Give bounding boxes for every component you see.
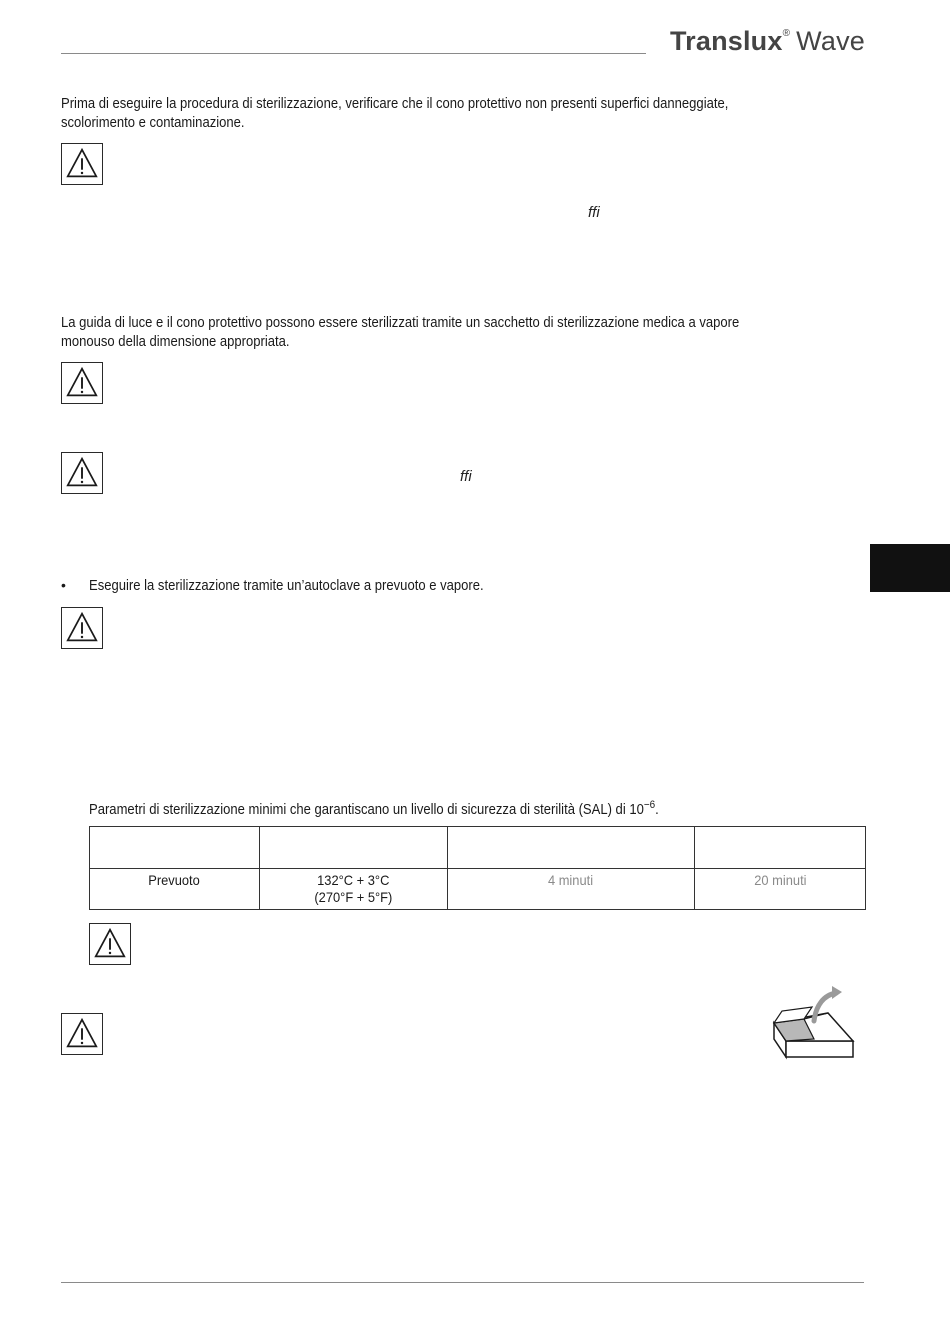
- temperature-fahrenheit: (270°F + 5°F): [314, 889, 393, 905]
- table-cell-exposure: [448, 869, 695, 910]
- table-cell-cycle: [90, 869, 260, 910]
- header-rule: [61, 53, 646, 54]
- table-header-cell: [695, 827, 866, 869]
- table-cell-drying: [695, 869, 866, 910]
- params-intro-end: .: [655, 801, 659, 818]
- table-cell-temperature: [260, 869, 448, 910]
- paragraph-bag-line2: monouso della dimensione appropriata.: [61, 334, 290, 350]
- open-package-icon: [766, 985, 858, 1063]
- params-intro: [89, 796, 659, 820]
- paragraph-bag-line1: La guida di luce e il cono protettivo possono essere sterilizzati tramite un sacchetto di sterilizzazione medica a vapore: [61, 315, 740, 331]
- drying-time: 20 minuti: [753, 872, 807, 888]
- brand-product: Wave: [796, 26, 865, 56]
- bullet-symbol: •: [61, 577, 66, 593]
- table-header-cell: [448, 827, 695, 869]
- table-row: [90, 869, 866, 910]
- table-header-cell: [260, 827, 448, 869]
- paragraph-inspection-line2: scolorimento e contaminazione.: [61, 115, 245, 131]
- brand-name: Translux: [669, 26, 783, 56]
- ligature-glyph: ffi: [588, 204, 600, 221]
- warning-triangle-icon: [61, 1013, 103, 1055]
- ligature-glyph: ffi: [460, 468, 472, 485]
- chapter-tab-marker: [870, 544, 950, 592]
- table-header-row: [90, 827, 866, 869]
- temperature-celsius: 132°C + 3°C: [317, 872, 390, 888]
- params-exponent: −6: [643, 799, 656, 811]
- params-intro-text: Parametri di sterilizzazione minimi che garantiscano un livello di sicurezza di sterilità (SAL) di 10: [89, 801, 644, 818]
- bullet-autoclave: Eseguire la sterilizzazione tramite un’autoclave a prevuoto e vapore.: [89, 578, 484, 594]
- exposure-time: 4 minuti: [548, 872, 594, 888]
- warning-triangle-icon: [61, 452, 103, 494]
- paragraph-inspection-line1: Prima di eseguire la procedura di sterilizzazione, verificare che il cono protettivo non presenti superfici danneggiate,: [61, 96, 729, 112]
- warning-triangle-icon: [61, 607, 103, 649]
- brand-registered-mark: ®: [782, 28, 791, 39]
- table-header-cell: [90, 827, 260, 869]
- brand-logo: [670, 26, 865, 57]
- warning-triangle-icon: [61, 362, 103, 404]
- paragraph-bag: [61, 314, 739, 352]
- warning-triangle-icon: [61, 143, 103, 185]
- sterilization-params-table: [89, 826, 866, 910]
- paragraph-inspection: [61, 95, 728, 133]
- cycle-value: Prevuoto: [148, 872, 201, 888]
- warning-triangle-icon: [89, 923, 131, 965]
- footer-rule: [61, 1282, 864, 1283]
